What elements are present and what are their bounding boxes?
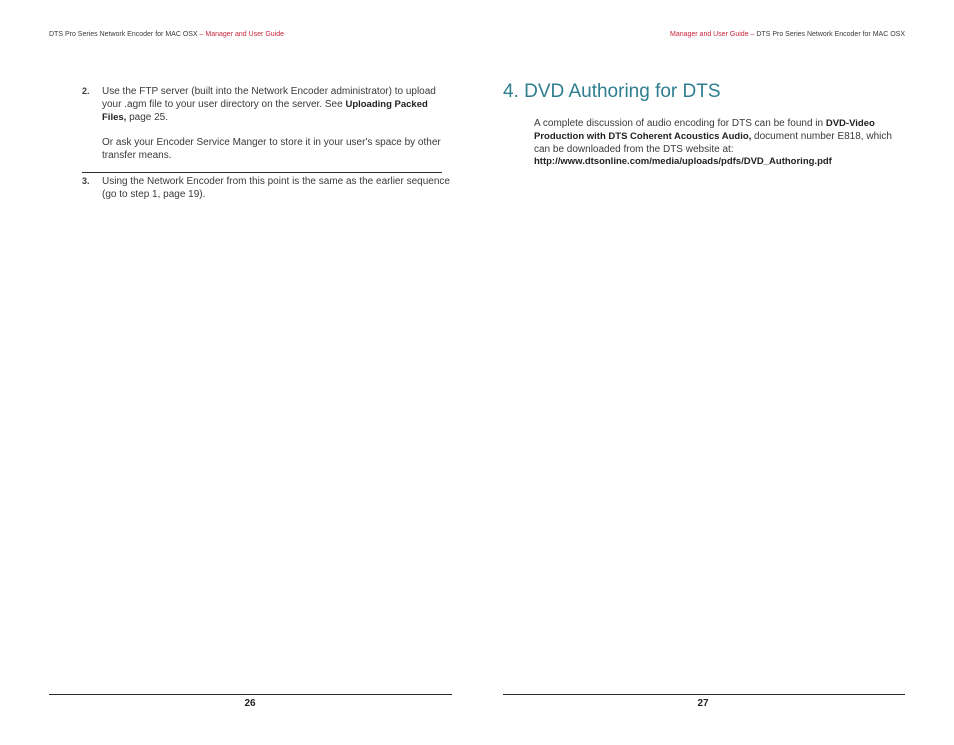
step-3 — [82, 175, 462, 203]
step-number: 2. — [82, 86, 90, 96]
step-2 — [82, 85, 462, 125]
left-footer-rule — [49, 694, 452, 695]
paragraph-text-after: document number E818, which can be downloaded from the DTS website at: — [534, 131, 892, 155]
header-product: DTS Pro Series Network Encoder for MAC OSX — [49, 31, 198, 38]
download-url-link[interactable]: http://www.dtsonline.com/media/uploads/pdfs/DVD_Authoring.pdf — [534, 156, 832, 167]
section-paragraph — [534, 117, 896, 156]
step-text-after: page 25. — [126, 112, 169, 123]
right-running-header — [670, 31, 905, 38]
header-guide-title: Manager and User Guide — [669, 31, 749, 38]
document-reference: DVD-Video Production with DTS Coherent Acoustics Audio, — [534, 118, 875, 142]
cross-reference-link[interactable]: Uploading Packed Files, — [102, 99, 428, 123]
section-heading: 4. DVD Authoring for DTS — [503, 81, 721, 102]
header-separator: – — [197, 31, 206, 38]
step-text: Using the Network Encoder from this point is the same as the earlier sequence (go to step 1, page 19). — [102, 176, 450, 200]
step-text — [102, 85, 454, 124]
page-number-right: 27 — [697, 698, 709, 709]
step-note: Or ask your Encoder Service Manger to store it in your user's space by other transfer means. — [102, 137, 441, 161]
left-running-header — [49, 31, 284, 38]
step-divider — [82, 172, 442, 173]
step-number: 3. — [82, 176, 90, 186]
right-footer-rule — [503, 694, 905, 695]
header-separator: – — [748, 31, 757, 38]
header-product: DTS Pro Series Network Encoder for MAC OSX — [756, 31, 905, 38]
page-number-left: 26 — [244, 698, 256, 709]
header-guide-title: Manager and User Guide — [205, 31, 285, 38]
paragraph-text-before: A complete discussion of audio encoding for DTS can be found in — [534, 118, 826, 129]
step-text-before: Use the FTP server (built into the Network Encoder administrator) to upload your .agm file to your user directory on the server. See — [102, 86, 436, 110]
